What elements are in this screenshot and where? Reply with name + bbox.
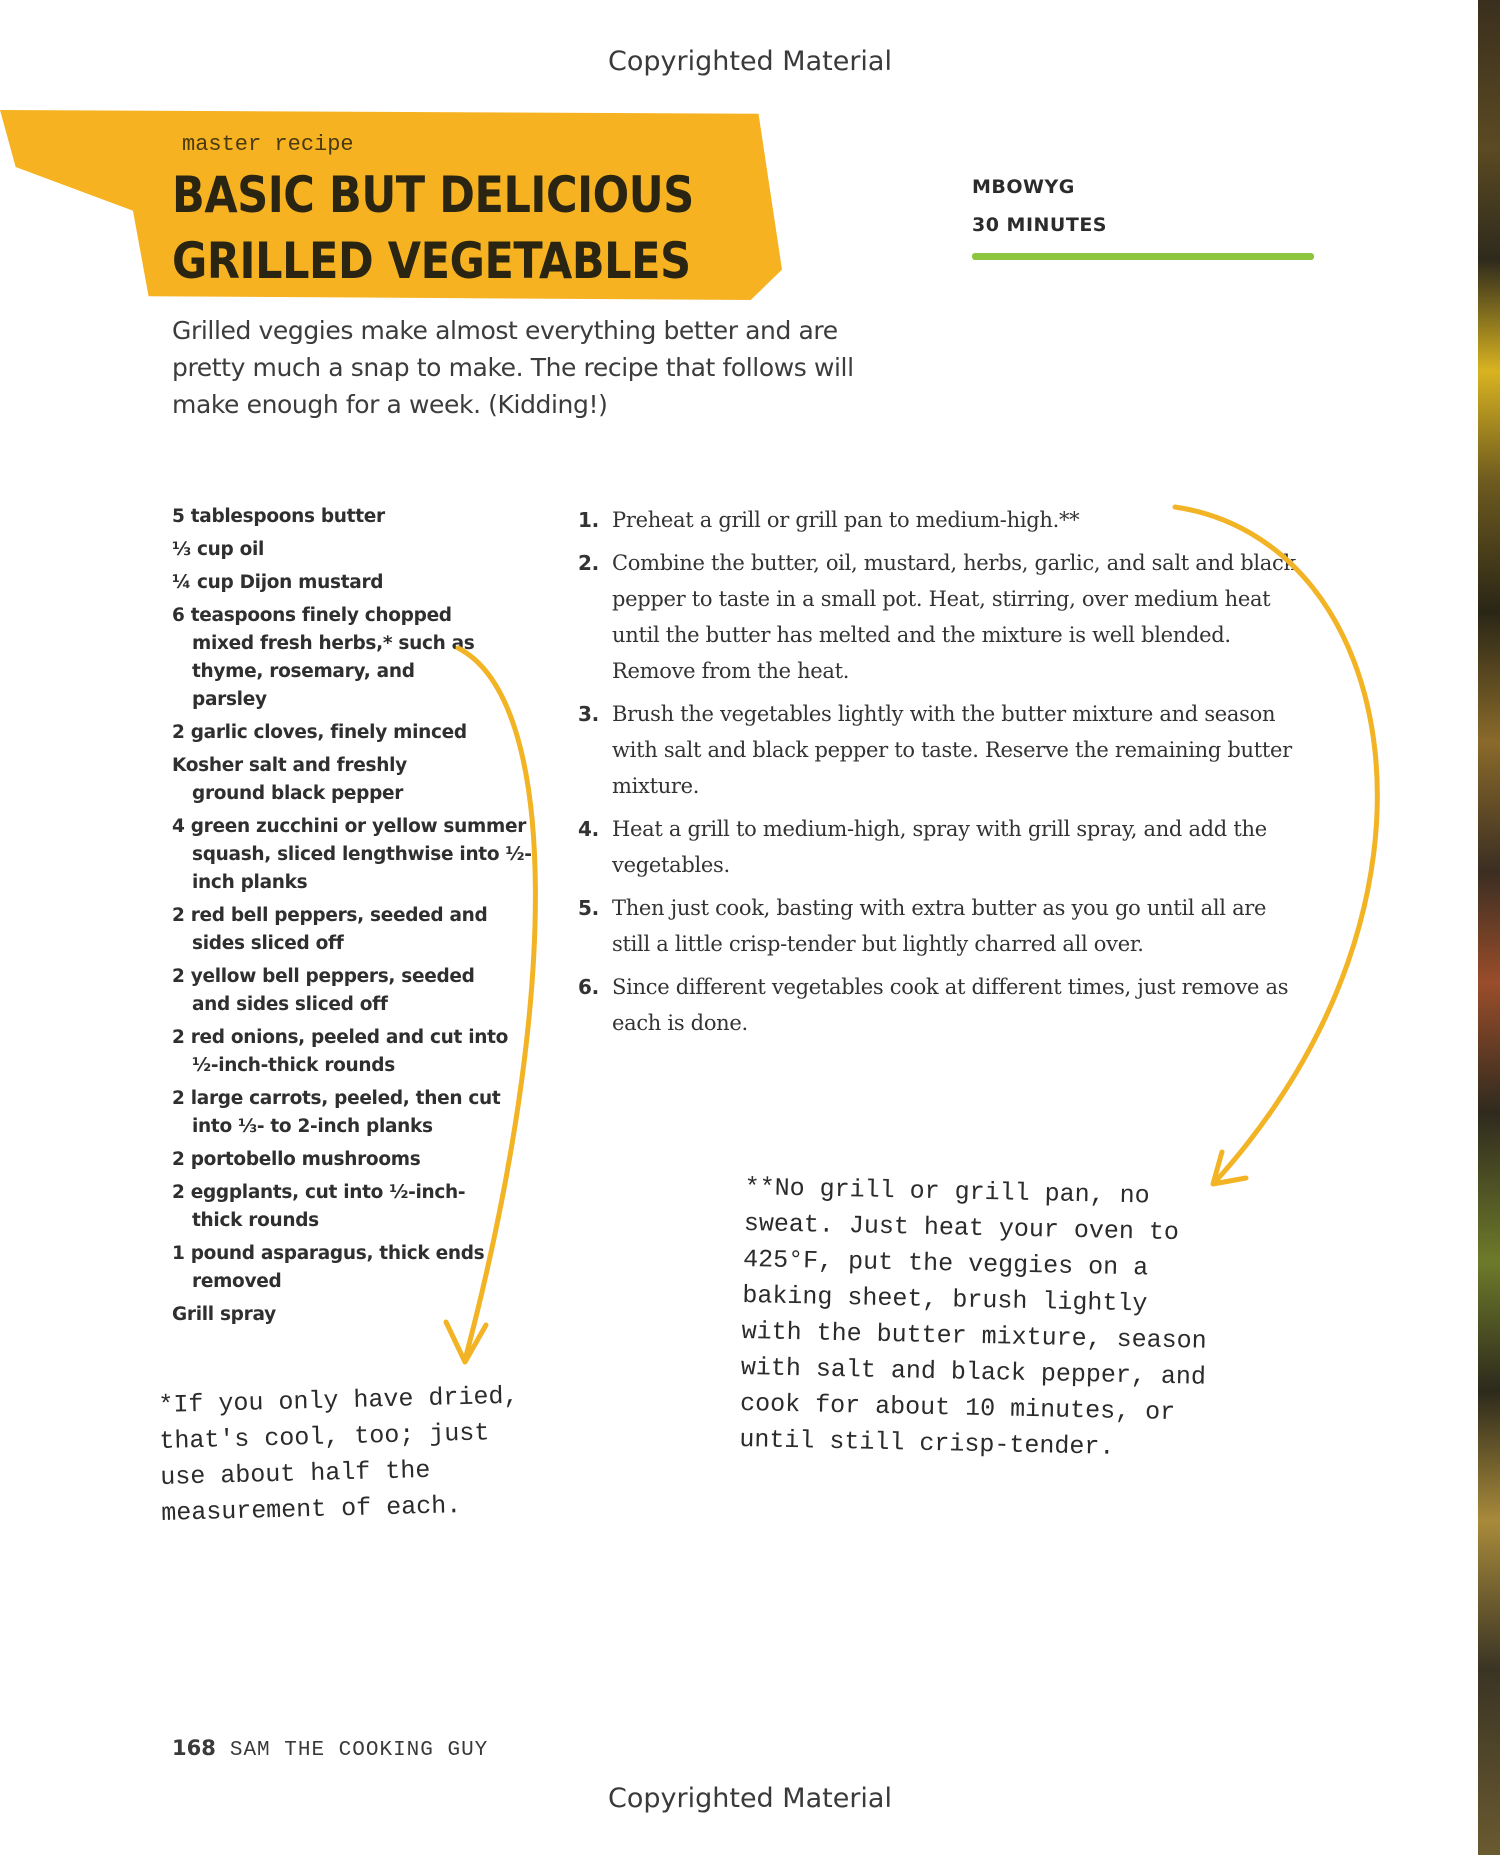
step-number: 2.	[578, 551, 599, 575]
step-number: 4.	[578, 817, 599, 841]
step-text: Combine the butter, oil, mustard, herbs, garlic, and salt and black pepper to taste in a small pot. Heat, stirring, over medium heat until the butter has melted and the mixture is well blended. Remove from the heat.	[612, 551, 1296, 683]
ingredient-item: 2 eggplants, cut into ½-inch-thick rounds	[172, 1182, 466, 1231]
meta-code: MBOWYG	[972, 176, 1075, 198]
copyright-watermark-bottom: Copyrighted Material	[608, 1783, 892, 1814]
step-number: 3.	[578, 702, 599, 726]
footnote-dried-herbs: *If you only have dried, that's cool, too; just use about half the measurement of each.	[158, 1381, 519, 1528]
ingredient-item: 4 green zucchini or yellow summer squash, sliced lengthwise into ½-inch planks	[172, 816, 532, 893]
ingredient-item: 5 tablespoons butter	[172, 506, 385, 527]
step-item	[570, 545, 1310, 689]
footnote-no-grill: **No grill or grill pan, no sweat. Just heat your oven to 425°F, put the veggies on a baking sheet, brush lightly with the butter mixture, season with salt and black pepper, and cook for about 10 minutes, or until still crisp-tender.	[739, 1172, 1207, 1462]
step-text: Since different vegetables cook at different times, just remove as each is done.	[612, 975, 1289, 1035]
meta-rule	[972, 253, 1314, 260]
ingredient-item: 1 pound asparagus, thick ends removed	[172, 1243, 485, 1292]
step-text: Then just cook, basting with extra butter as you go until all are still a little crisp-tender but lightly charred all over.	[612, 896, 1267, 956]
photo-edge	[1478, 0, 1500, 1855]
step-number: 6.	[578, 975, 599, 999]
title-line-1: BASIC BUT DELICIOUS	[172, 166, 694, 224]
ingredient-list	[172, 503, 532, 1334]
step-number: 1.	[578, 508, 599, 532]
page-folio	[172, 1736, 488, 1762]
step-text: Heat a grill to medium-high, spray with grill spray, and add the vegetables.	[612, 817, 1267, 877]
ingredient-item: 6 teaspoons finely chopped mixed fresh herbs,* such as thyme, rosemary, and parsley	[172, 605, 475, 710]
ingredient-item: 2 portobello mushrooms	[172, 1149, 421, 1170]
step-text: Preheat a grill or grill pan to medium-high.**	[612, 508, 1080, 532]
intro-text: Grilled veggies make almost everything better and are pretty much a snap to make. The recipe that follows will make enough for a week. (Kidding!)	[172, 316, 854, 419]
step-item	[570, 502, 1310, 538]
step-number: 5.	[578, 896, 599, 920]
step-item	[570, 811, 1310, 883]
ingredient-item: 2 garlic cloves, finely minced	[172, 722, 467, 743]
recipe-tag: master recipe	[182, 132, 354, 157]
recipe-meta	[972, 168, 1107, 244]
recipe-title	[172, 162, 694, 294]
ingredient-item: 2 large carrots, peeled, then cut into ⅓- to 2-inch planks	[172, 1088, 501, 1137]
title-line-2: GRILLED VEGETABLES	[172, 232, 691, 290]
step-item	[570, 890, 1310, 962]
meta-time: 30 MINUTES	[972, 214, 1107, 236]
page-number: 168	[172, 1736, 216, 1760]
step-text: Brush the vegetables lightly with the butter mixture and season with salt and black pepper to taste. Reserve the remaining butter mixture.	[612, 702, 1292, 798]
method-steps	[570, 502, 1310, 1048]
ingredient-item: ¼ cup Dijon mustard	[172, 572, 384, 593]
ingredient-item: Kosher salt and freshly ground black pepper	[172, 755, 407, 804]
step-item	[570, 696, 1310, 804]
step-item	[570, 969, 1310, 1041]
ingredient-item: ⅓ cup oil	[172, 539, 265, 560]
ingredient-item: Grill spray	[172, 1304, 276, 1325]
copyright-watermark-top: Copyrighted Material	[608, 46, 892, 77]
ingredient-item: 2 red bell peppers, seeded and sides sliced off	[172, 905, 488, 954]
ingredient-item: 2 red onions, peeled and cut into ½-inch-thick rounds	[172, 1027, 509, 1076]
ingredient-item: 2 yellow bell peppers, seeded and sides sliced off	[172, 966, 475, 1015]
running-head: SAM THE COOKING GUY	[229, 1739, 489, 1762]
